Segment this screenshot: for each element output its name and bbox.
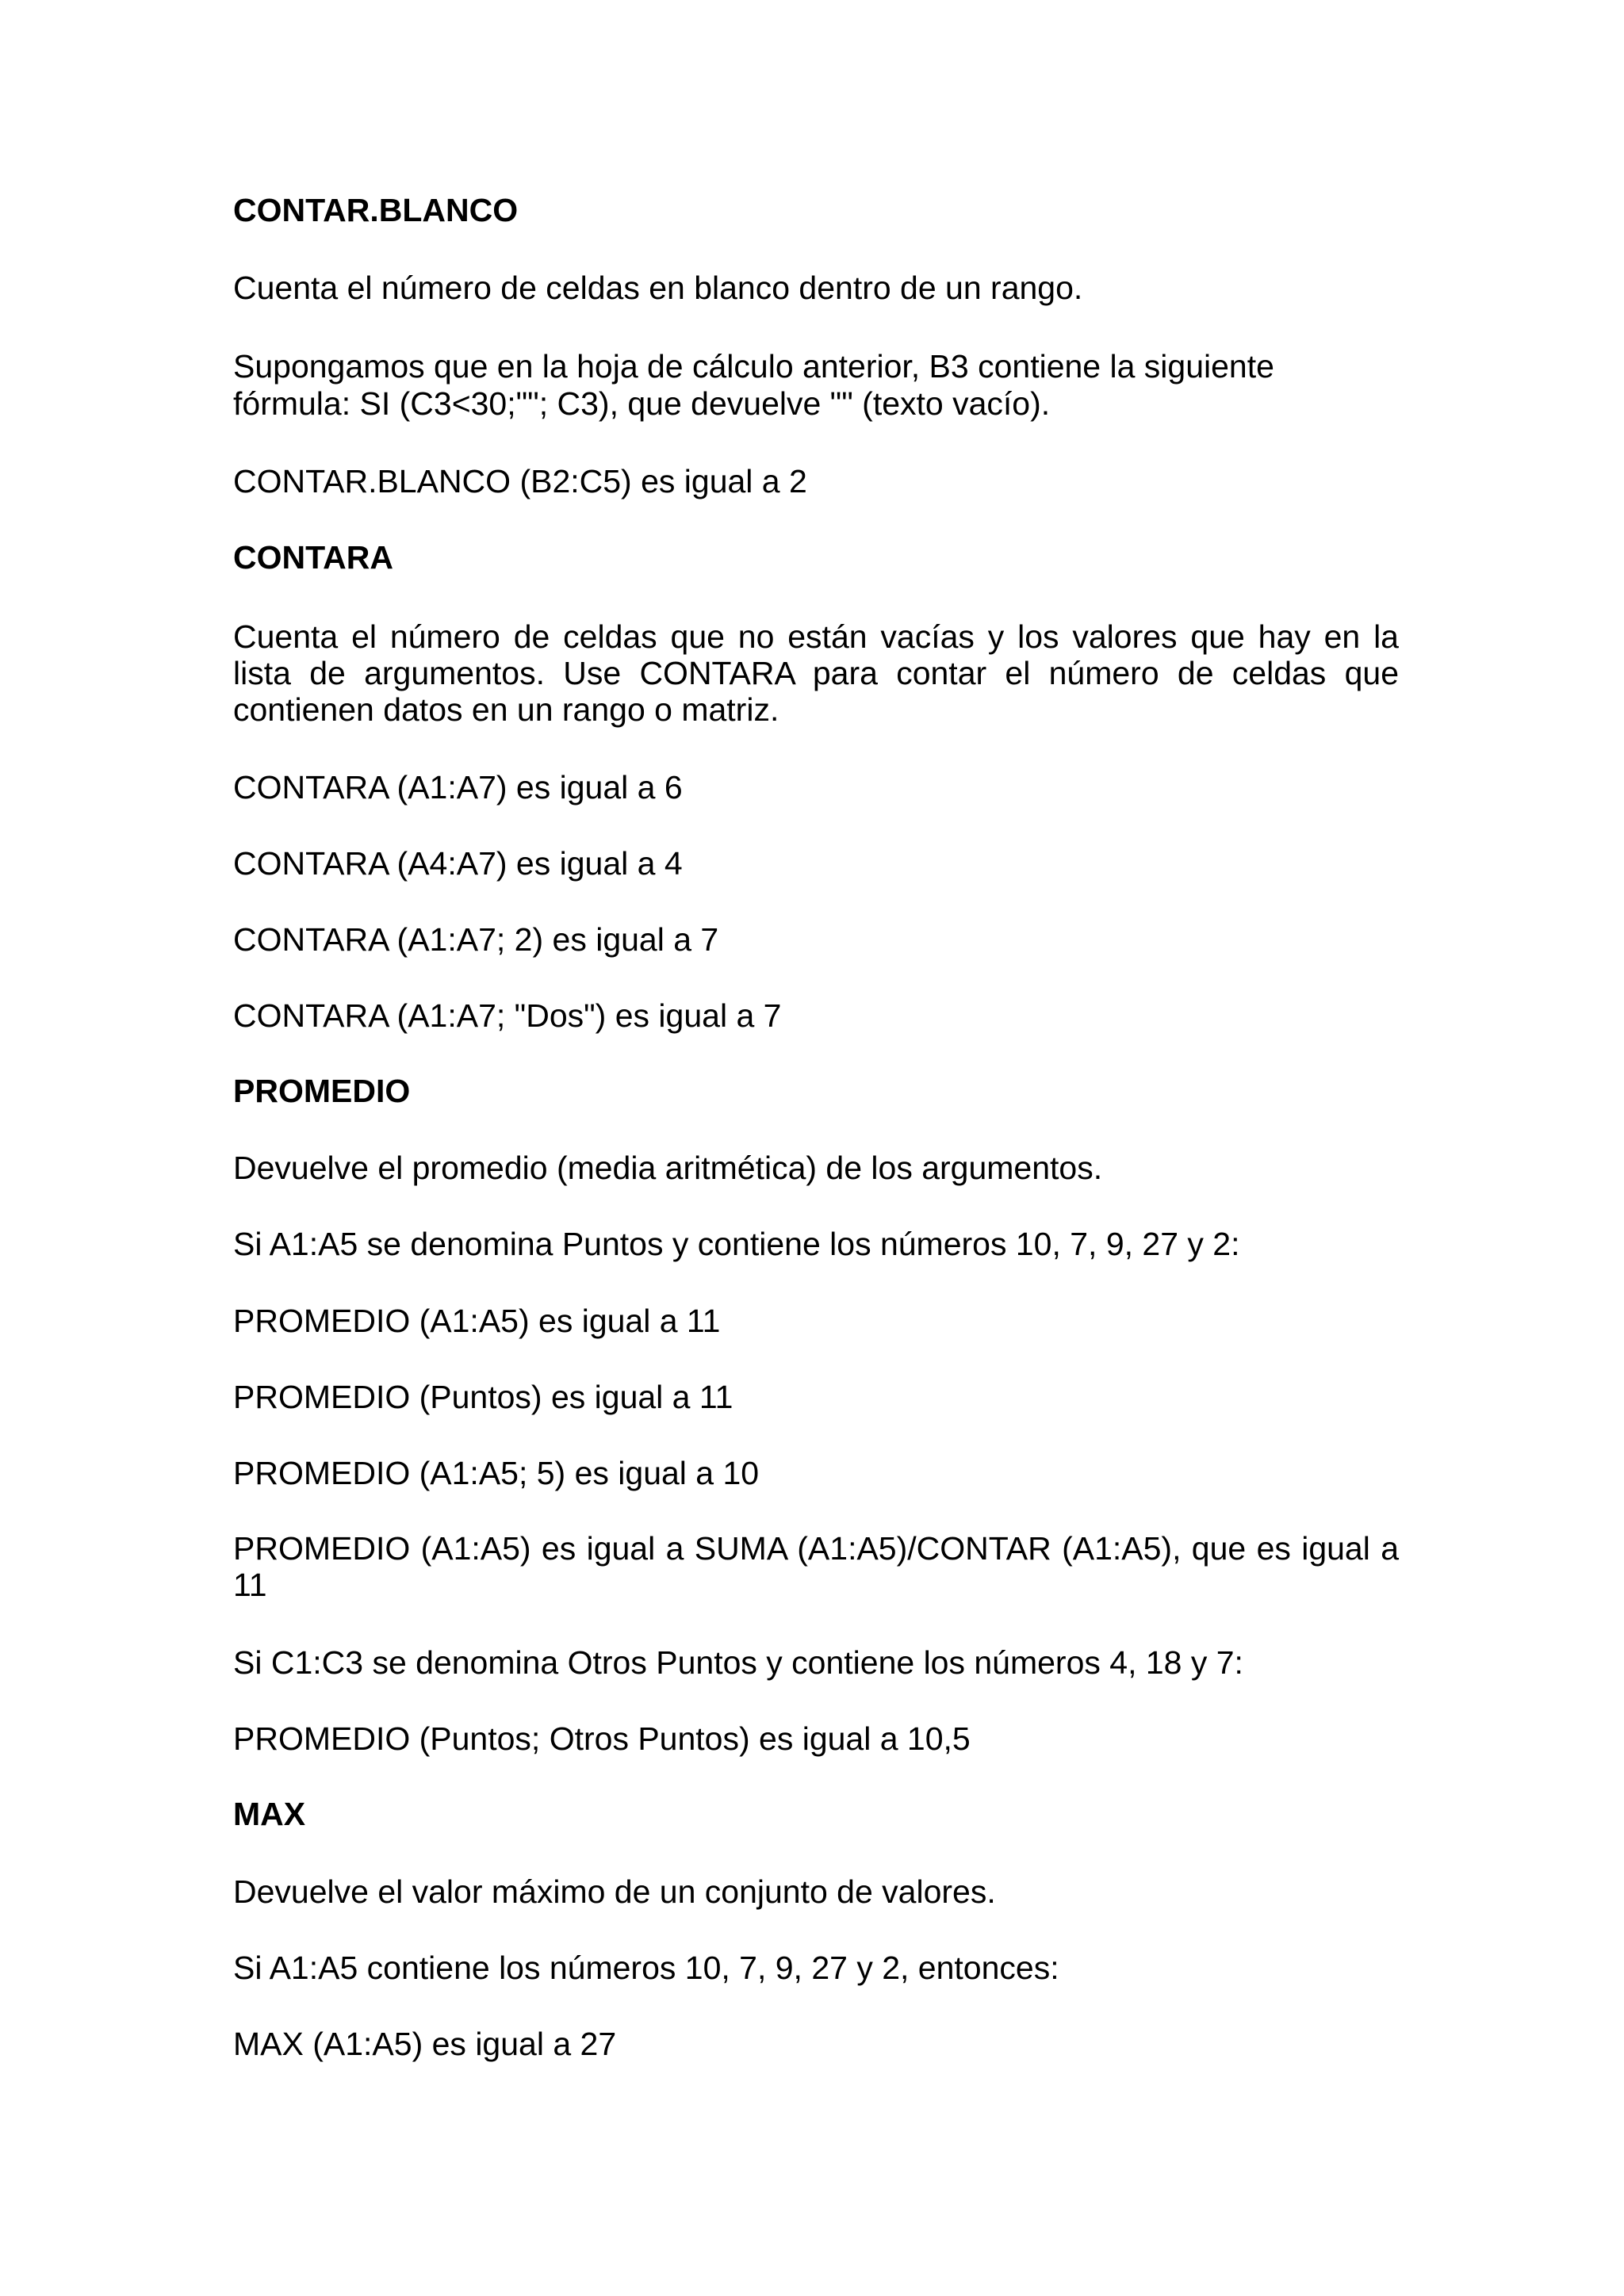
example-line: PROMEDIO (Puntos) es igual a 11 <box>233 1379 733 1415</box>
example-line: CONTAR.BLANCO (B2:C5) es igual a 2 <box>233 463 807 499</box>
section-heading-contara: CONTARA <box>233 539 393 576</box>
example-line: CONTARA (A1:A7; 2) es igual a 7 <box>233 921 719 958</box>
example-line: CONTARA (A4:A7) es igual a 4 <box>233 845 683 882</box>
section-heading-promedio: PROMEDIO <box>233 1073 411 1109</box>
section-description: Cuenta el número de celdas que no están vacías y los valores que hay en la lista de argumentos. Use CONTARA para contar el número de celdas que contienen datos en un rango o matriz. <box>233 618 1399 728</box>
example-line: CONTARA (A1:A7) es igual a 6 <box>233 769 683 806</box>
section-heading-max: MAX <box>233 1796 306 1832</box>
example-line: PROMEDIO (Puntos; Otros Puntos) es igual a 10,5 <box>233 1720 971 1757</box>
section-note-line: Supongamos que en la hoja de cálculo anterior, B3 contiene la siguiente <box>233 348 1274 385</box>
section-description: Cuenta el número de celdas en blanco dentro de un rango. <box>233 270 1083 306</box>
example-line: CONTARA (A1:A7; "Dos") es igual a 7 <box>233 997 782 1034</box>
section-note-line: Si C1:C3 se denomina Otros Puntos y contiene los números 4, 18 y 7: <box>233 1644 1243 1681</box>
section-note-line: fórmula: SI (C3<30;""; C3), que devuelve "" (texto vacío). <box>233 385 1051 422</box>
section-note-line: Si A1:A5 contiene los números 10, 7, 9, 27 y 2, entonces: <box>233 1950 1059 1986</box>
example-line: PROMEDIO (A1:A5) es igual a SUMA (A1:A5)/CONTAR (A1:A5), que es igual a 11 <box>233 1530 1399 1603</box>
section-description: Devuelve el promedio (media aritmética) de los argumentos. <box>233 1150 1103 1186</box>
example-line: PROMEDIO (A1:A5) es igual a 11 <box>233 1303 721 1339</box>
example-line: MAX (A1:A5) es igual a 27 <box>233 2026 617 2062</box>
example-line: PROMEDIO (A1:A5; 5) es igual a 10 <box>233 1455 760 1491</box>
section-heading-contar-blanco: CONTAR.BLANCO <box>233 192 519 228</box>
section-note-line: Si A1:A5 se denomina Puntos y contiene los números 10, 7, 9, 27 y 2: <box>233 1226 1240 1262</box>
section-description: Devuelve el valor máximo de un conjunto de valores. <box>233 1873 996 1910</box>
document-page <box>233 0 1399 2296</box>
